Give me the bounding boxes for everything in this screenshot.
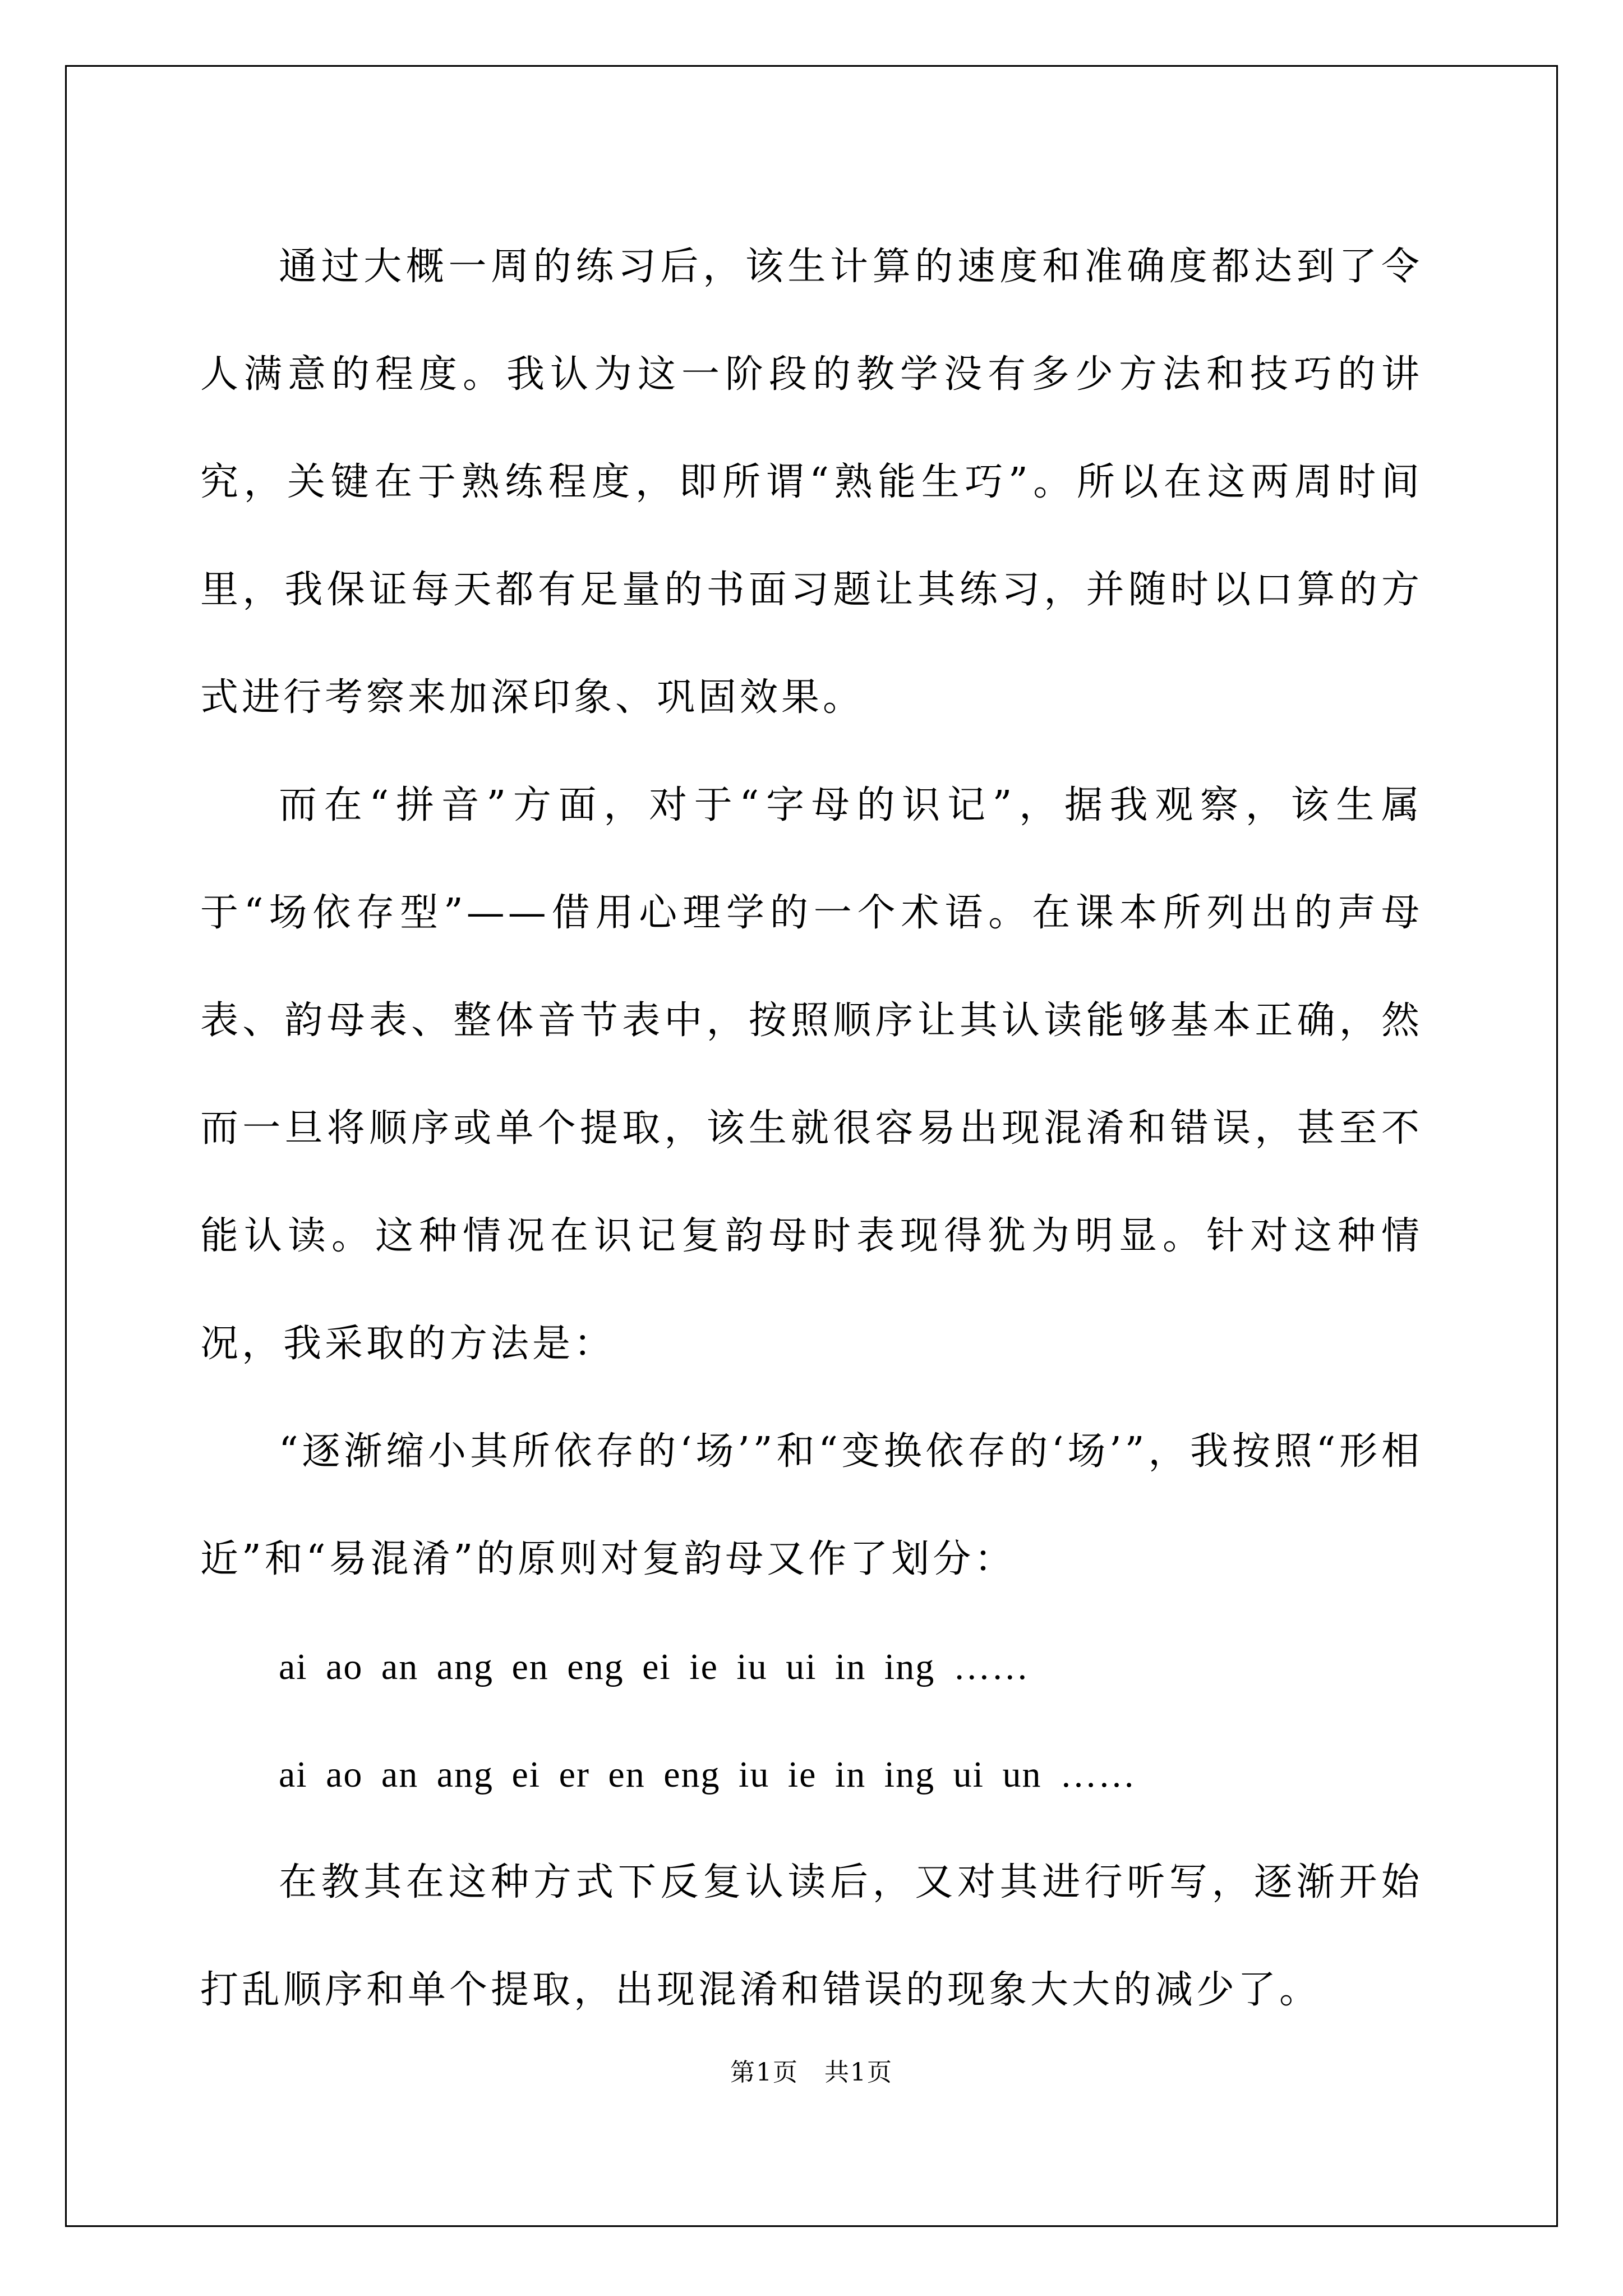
- paragraph-2: 而在“拼音”方面，对于“字母的识记”，据我观察，该生属于“场依存型”——借用心理学的一个术语。在课本所列出的声母表、韵母表、整体音节表中，按照顺序让其认读能够基本正确，然而一旦将顺序或单个提取，该生就很容易出现混淆和错误，甚至不能认读。这种情况在识记复韵母时表现得犹为明显。针对这种情况，我采取的方法是：: [200, 783, 1423, 1366]
- paragraph-3: “逐渐缩小其所依存的‘场’”和“变换依存的‘场’”，我按照“形相近”和“易混淆”的原则对复韵母又作了划分：: [200, 1429, 1423, 1581]
- paragraph-1: 通过大概一周的练习后，该生计算的速度和准确度都达到了令人满意的程度。我认为这一阶段的教学没有多少方法和技巧的讲究，关键在于熟练程度，即所谓“熟能生巧”。所以在这两周时间里，我保证每天都有足量的书面习题让其练习，并随时以口算的方式进行考察来加深印象、巩固效果。: [200, 245, 1423, 720]
- pinyin-line-2: ai ao an ang ei er en eng iu ie in ing ui un ……: [279, 1754, 1136, 1795]
- page-number-footer: 第1页 共1页: [730, 2058, 893, 2087]
- document-body: [200, 213, 1423, 2044]
- paragraph-closing: 在教其在这种方式下反复认读后，又对其进行听写，逐渐开始打乱顺序和单个提取，出现混淆和错误的现象大大的减少了。: [200, 1860, 1423, 2012]
- pinyin-line-1: ai ao an ang en eng ei ie iu ui in ing ……: [279, 1646, 1030, 1687]
